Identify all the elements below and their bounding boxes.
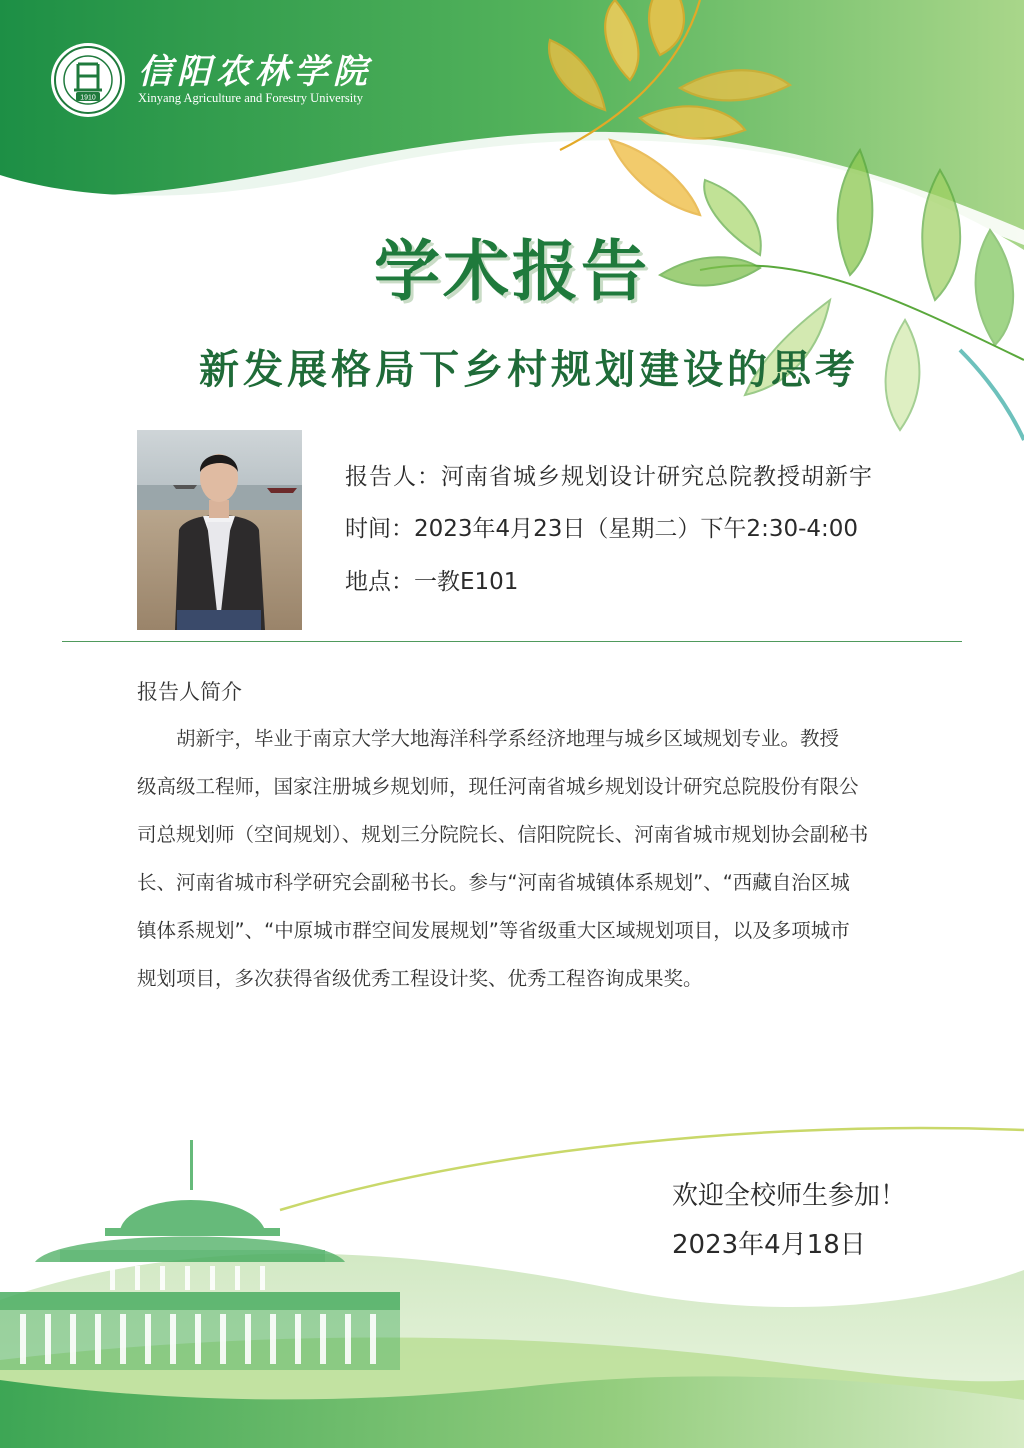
place-info: 地点：一教E101 (345, 569, 519, 595)
bio-line: 镇体系规划”、“中原城市群空间发展规划”等省级重大区域规划项目，以及多项城市 (137, 919, 850, 942)
emblem-year: 1910 (80, 94, 96, 102)
bio-heading: 报告人简介 (137, 680, 242, 704)
university-name-en: Xinyang Agriculture and Forestry University (138, 91, 363, 105)
report-topic: 新发展格局下乡村规划建设的思考 (199, 347, 859, 393)
speaker-photo (137, 430, 302, 630)
bio-line: 规划项目，多次获得省级优秀工程设计奖、优秀工程咨询成果奖。 (137, 967, 703, 990)
bio-text (137, 715, 945, 1003)
bio-line: 长、河南省城市科学研究会副秘书长。参与“河南省城镇体系规划”、“西藏自治区城 (137, 871, 850, 894)
welcome-text: 欢迎全校师生参加！ (672, 1181, 907, 1211)
issue-date: 2023年4月18日 (672, 1230, 866, 1260)
university-name-cn: 信阳农林学院 (138, 52, 372, 92)
bio-line: 级高级工程师，国家注册城乡规划师，现任河南省城乡规划设计研究总院股份有限公 (137, 775, 859, 798)
speaker-info: 报告人：河南省城乡规划设计研究总院教授胡新宇 (345, 464, 873, 490)
poster-title: 学术报告 (374, 233, 650, 310)
university-emblem-icon (48, 40, 128, 120)
bio-line: 司总规划师（空间规划）、规划三分院院长、信阳院院长、河南省城市规划协会副秘书 (137, 823, 869, 846)
time-info: 时间：2023年4月23日（星期二）下午2:30-4:00 (345, 516, 859, 542)
bio-line: 胡新宇，毕业于南京大学大地海洋科学系经济地理与城乡区域规划专业。教授 (137, 727, 840, 750)
divider (62, 641, 962, 642)
